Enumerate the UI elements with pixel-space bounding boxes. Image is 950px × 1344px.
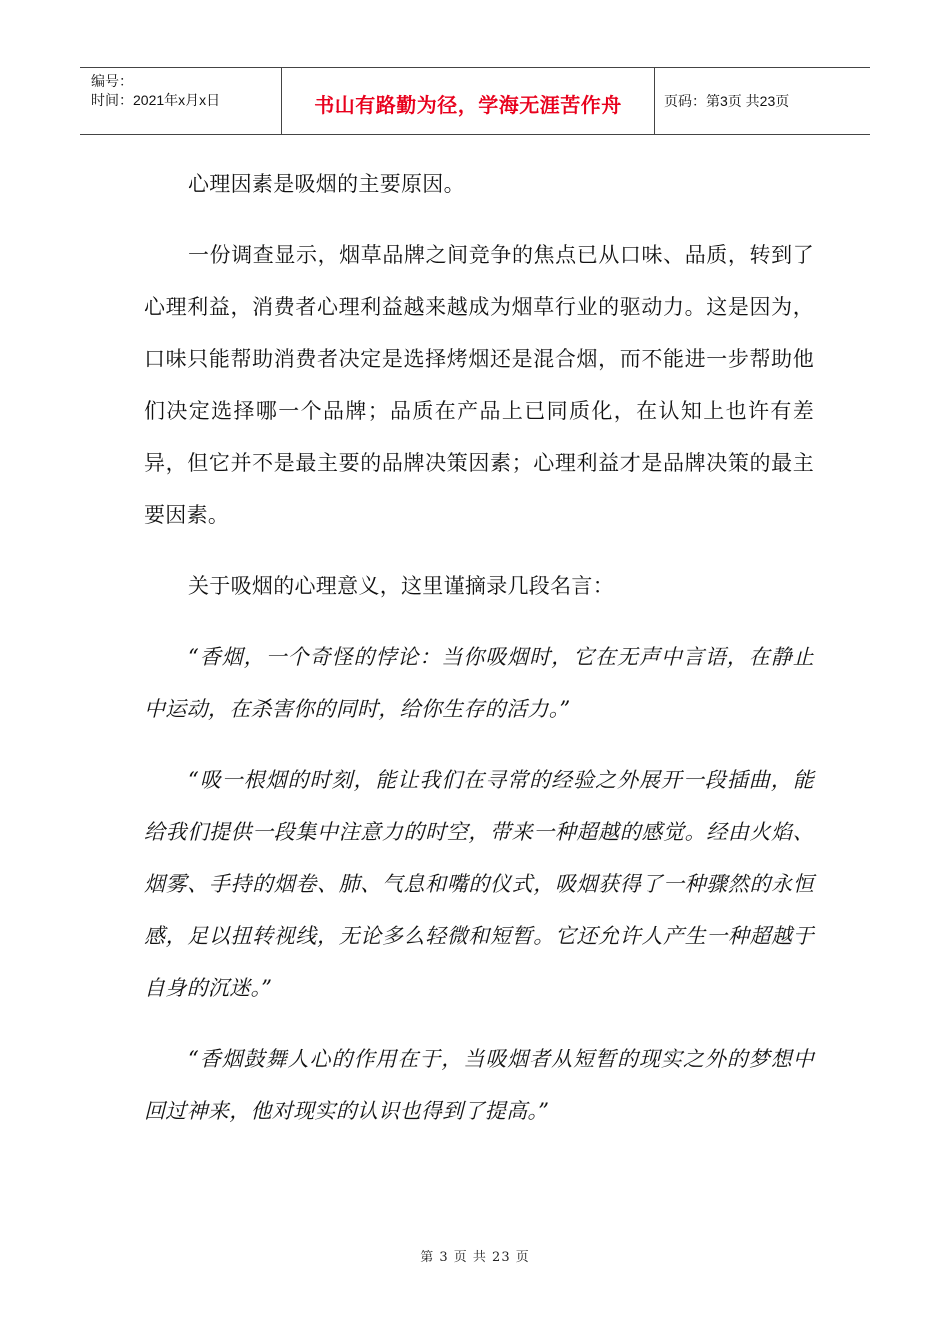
quote-paragraph: “香烟，一个奇怪的悖论：当你吸烟时，它在无声中言语，在静止中运动，在杀害你的同时，给你生存的活力。”	[144, 645, 814, 721]
header-meta	[80, 68, 282, 134]
header-page-number: 页码：第3页 共23页	[664, 93, 790, 109]
page-footer: 第 3 页 共 23 页	[420, 1250, 530, 1265]
page-header	[80, 67, 870, 135]
body-paragraph: 心理因素是吸烟的主要原因。	[188, 172, 465, 196]
document-body	[144, 158, 814, 1137]
document-number-label: 编号：	[91, 73, 133, 89]
header-motto-cell	[282, 68, 655, 134]
document-date-label: 时间：2021年x月x日	[91, 92, 221, 108]
header-page-cell	[655, 68, 870, 134]
quote-paragraph: “吸一根烟的时刻，能让我们在寻常的经验之外展开一段插曲，能给我们提供一段集中注意力的时空，带来一种超越的感觉。经由火焰、烟雾、手持的烟卷、肺、气息和嘴的仪式，吸烟获得了一种骤然的永恒感，足以扭转视线，无论多么轻微和短暂。它还允许人产生一种超越于自身的沉迷。”	[144, 768, 814, 1000]
header-motto: 书山有路勤为径，学海无涯苦作舟	[314, 93, 622, 117]
body-paragraph: 一份调查显示，烟草品牌之间竞争的焦点已从口味、品质，转到了心理利益，消费者心理利益越来越成为烟草行业的驱动力。这是因为，口味只能帮助消费者决定是选择烤烟还是混合烟，而不能进一步帮助他们决定选择哪一个品牌；品质在产品上已同质化，在认知上也许有差异，但它并不是最主要的品牌决策因素；心理利益才是品牌决策的最主要因素。	[144, 243, 814, 527]
quote-paragraph: “香烟鼓舞人心的作用在于，当吸烟者从短暂的现实之外的梦想中回过神来，他对现实的认识也得到了提高。”	[144, 1047, 814, 1123]
body-paragraph: 关于吸烟的心理意义，这里谨摘录几段名言：	[188, 574, 614, 598]
